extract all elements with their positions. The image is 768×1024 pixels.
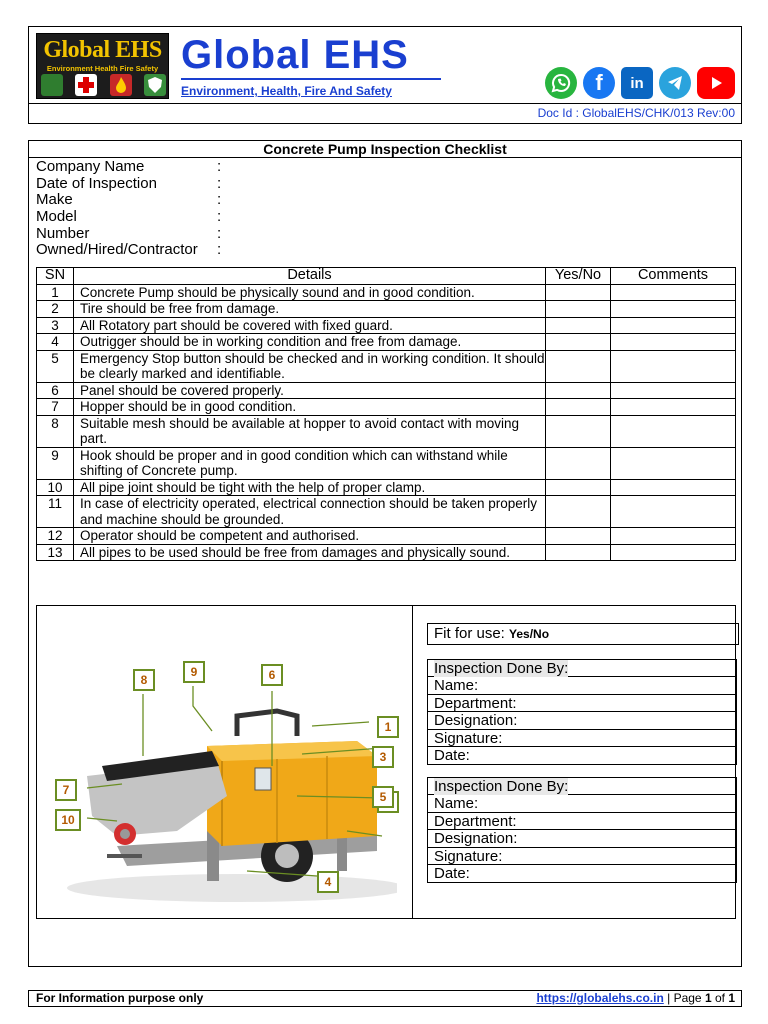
table-row	[37, 350, 736, 382]
row-sn: 11	[37, 496, 74, 528]
inspection-signoff-block	[427, 659, 737, 765]
youtube-icon[interactable]	[697, 67, 735, 99]
row-comments-cell[interactable]	[611, 544, 736, 561]
row-details: Concrete Pump should be physically sound and in good condition.	[74, 284, 546, 301]
table-row	[37, 334, 736, 351]
row-sn: 12	[37, 528, 74, 545]
row-sn: 9	[37, 447, 74, 479]
safety-shield-icon	[144, 74, 166, 96]
inspection-table-body	[37, 284, 736, 561]
page-prefix: | Page	[663, 991, 705, 1005]
logo-subtitle: Environment Health Fire Safety	[46, 64, 159, 73]
header-divider	[29, 103, 741, 104]
fire-icon	[110, 74, 132, 96]
page-current: 1	[704, 991, 712, 1005]
row-sn: 8	[37, 415, 74, 447]
row-details: Emergency Stop button should be checked and in working condition. It should be clearly marked and identifiable.	[74, 350, 546, 382]
table-row	[37, 528, 736, 545]
row-sn: 13	[37, 544, 74, 561]
info-separator: :	[217, 191, 222, 209]
diagram-label-1: 1	[377, 716, 399, 738]
diagram-label-8: 8	[133, 669, 155, 691]
table-row	[37, 544, 736, 561]
diagram-label-6: 6	[261, 664, 283, 686]
row-sn: 2	[37, 301, 74, 318]
row-details: Hook should be proper and in good condition which can withstand while shifting of Concrete pump.	[74, 447, 546, 479]
row-sn: 7	[37, 399, 74, 416]
column-header-sn: SN	[37, 268, 74, 285]
column-header-comments: Comments	[611, 268, 736, 285]
row-yes-no-cell[interactable]	[546, 544, 611, 561]
whatsapp-icon[interactable]	[545, 67, 577, 99]
column-header-yes-no: Yes/No	[546, 268, 611, 285]
info-row	[36, 159, 221, 176]
row-details: All pipes to be used should be free from damages and physically sound.	[74, 544, 546, 561]
linkedin-icon[interactable]: in	[621, 67, 653, 99]
table-row	[37, 496, 736, 528]
page-total: 1	[728, 991, 735, 1005]
row-yes-no-cell[interactable]	[546, 447, 611, 479]
row-yes-no-cell[interactable]	[546, 415, 611, 447]
document-footer	[28, 990, 742, 1007]
row-sn: 10	[37, 479, 74, 496]
row-details: Panel should be covered properly.	[74, 382, 546, 399]
info-label: Owned/Hired/Contractor	[36, 241, 198, 259]
info-row	[36, 176, 221, 193]
diagram-label-3: 3	[372, 746, 394, 768]
fit-for-use-field[interactable]	[427, 623, 739, 645]
signature-field[interactable]: Signature:	[428, 848, 736, 865]
info-separator: :	[217, 224, 222, 242]
row-sn: 6	[37, 382, 74, 399]
info-label: Company Name	[36, 158, 145, 175]
date-field[interactable]: Date:	[434, 864, 470, 882]
table-row	[37, 317, 736, 334]
row-details: In case of electricity operated, electrical connection should be taken properly and machine should be grounded.	[74, 496, 546, 528]
info-separator: :	[217, 174, 222, 192]
row-yes-no-cell[interactable]	[546, 284, 611, 301]
row-comments-cell[interactable]	[611, 399, 736, 416]
signature-field[interactable]: Signature:	[428, 730, 736, 747]
row-comments-cell[interactable]	[611, 317, 736, 334]
row-yes-no-cell[interactable]	[546, 301, 611, 318]
concrete-pump-diagram	[47, 656, 397, 906]
row-details: Operator should be competent and authorised.	[74, 528, 546, 545]
verification-section	[36, 605, 736, 919]
name-field[interactable]: Name:	[428, 677, 736, 694]
social-links	[545, 67, 735, 99]
brand-subtitle: Environment, Health, Fire And Safety	[181, 84, 392, 98]
department-field[interactable]: Department:	[428, 813, 736, 830]
info-row	[36, 209, 221, 226]
inspection-heading: Inspection Done By:	[428, 778, 736, 795]
facebook-icon[interactable]: f	[583, 67, 615, 99]
diagram-label-7: 7	[55, 779, 77, 801]
info-separator: :	[217, 241, 222, 259]
name-field[interactable]: Name:	[428, 795, 736, 812]
footer-disclaimer: For Information purpose only	[36, 991, 204, 1005]
inspection-table	[36, 267, 736, 561]
row-sn: 4	[37, 334, 74, 351]
column-header-details: Details	[74, 268, 546, 285]
diagram-label-4: 4	[317, 871, 339, 893]
equipment-info	[36, 159, 221, 259]
fit-for-use-value: Yes/No	[509, 627, 550, 641]
row-comments-cell[interactable]	[611, 528, 736, 545]
logo-title: Global EHS	[43, 37, 162, 63]
row-yes-no-cell[interactable]	[546, 334, 611, 351]
row-yes-no-cell[interactable]	[546, 496, 611, 528]
row-details: Outrigger should be in working condition and free from damage.	[74, 334, 546, 351]
inspection-heading: Inspection Done By:	[428, 660, 736, 677]
checklist-title: Concrete Pump Inspection Checklist	[29, 141, 741, 158]
document-id: Doc Id : GlobalEHS/CHK/013 Rev:00	[537, 106, 735, 120]
date-field[interactable]: Date:	[434, 746, 470, 764]
checklist-form	[28, 140, 742, 967]
row-comments-cell[interactable]	[611, 496, 736, 528]
row-sn: 5	[37, 350, 74, 382]
brand-title: Global EHS	[181, 33, 409, 77]
website-link[interactable]: https://globalehs.co.in	[536, 991, 664, 1005]
info-label: Date of Inspection	[36, 174, 157, 192]
row-comments-cell[interactable]	[611, 301, 736, 318]
table-row	[37, 415, 736, 447]
info-row	[36, 226, 221, 243]
row-details: All Rotatory part should be covered with fixed guard.	[74, 317, 546, 334]
info-separator: :	[217, 208, 222, 226]
telegram-icon[interactable]	[659, 67, 691, 99]
designation-field[interactable]: Designation:	[428, 712, 736, 729]
row-comments-cell[interactable]	[611, 334, 736, 351]
info-label: Make	[36, 191, 73, 209]
info-separator: :	[217, 158, 222, 175]
info-row	[36, 192, 221, 209]
row-comments-cell[interactable]	[611, 382, 736, 399]
row-details: Suitable mesh should be available at hopper to avoid contact with moving part.	[74, 415, 546, 447]
diagram-label-10: 10	[55, 809, 81, 831]
table-header-row	[37, 268, 736, 285]
brand-underline	[181, 78, 441, 80]
table-row	[37, 301, 736, 318]
diagram-label-9: 9	[183, 661, 205, 683]
row-details: Tire should be free from damage.	[74, 301, 546, 318]
row-sn: 1	[37, 284, 74, 301]
environment-icon	[41, 74, 63, 96]
table-row	[37, 447, 736, 479]
document-header	[28, 26, 742, 124]
row-comments-cell[interactable]	[611, 284, 736, 301]
table-row	[37, 284, 736, 301]
fit-for-use-label: Fit for use:	[434, 625, 505, 642]
row-comments-cell[interactable]	[611, 350, 736, 382]
table-row	[37, 479, 736, 496]
logo-safety-icons	[41, 74, 166, 96]
row-yes-no-cell[interactable]	[546, 399, 611, 416]
row-comments-cell[interactable]	[611, 479, 736, 496]
row-comments-cell[interactable]	[611, 447, 736, 479]
info-row	[36, 242, 221, 259]
section-divider	[412, 606, 413, 918]
table-row	[37, 382, 736, 399]
row-details: Hopper should be in good condition.	[74, 399, 546, 416]
row-yes-no-cell[interactable]	[546, 317, 611, 334]
info-label: Number	[36, 224, 90, 242]
inspection-signoff-block	[427, 777, 737, 883]
row-yes-no-cell[interactable]	[546, 382, 611, 399]
diagram-label-5: 5	[372, 786, 394, 808]
row-comments-cell[interactable]	[611, 415, 736, 447]
info-label: Model	[36, 208, 77, 226]
row-details: All pipe joint should be tight with the help of proper clamp.	[74, 479, 546, 496]
row-yes-no-cell[interactable]	[546, 528, 611, 545]
row-sn: 3	[37, 317, 74, 334]
row-yes-no-cell[interactable]	[546, 350, 611, 382]
global-ehs-logo	[36, 33, 169, 99]
designation-field[interactable]: Designation:	[428, 830, 736, 847]
footer-right	[536, 991, 735, 1006]
department-field[interactable]: Department:	[428, 695, 736, 712]
page-of: of	[711, 991, 729, 1005]
health-cross-icon	[75, 74, 97, 96]
row-yes-no-cell[interactable]	[546, 479, 611, 496]
table-row	[37, 399, 736, 416]
